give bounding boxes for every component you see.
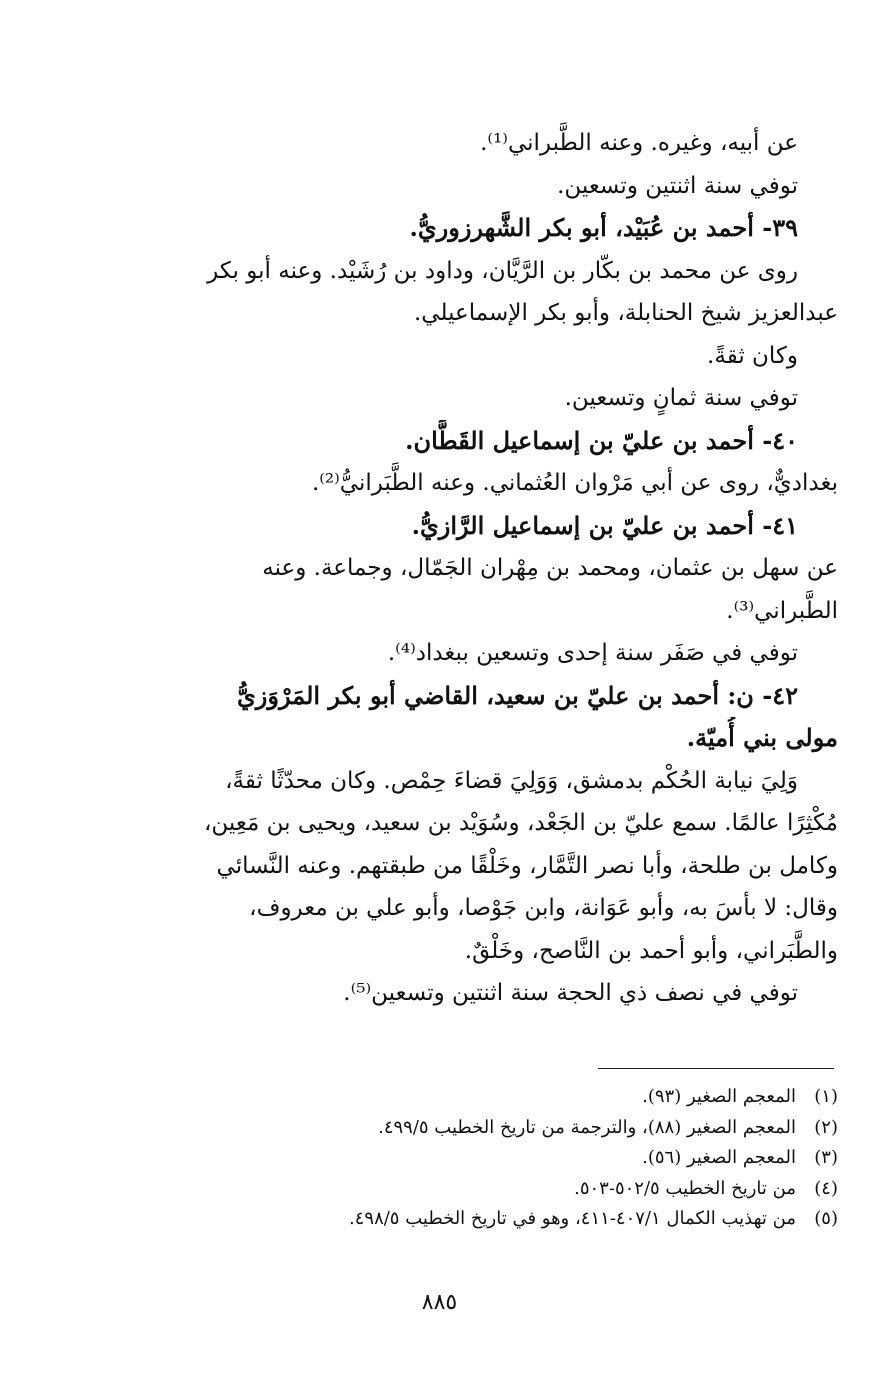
footnote bbox=[118, 1204, 838, 1235]
footnote bbox=[118, 1174, 838, 1205]
footnotes bbox=[118, 1082, 838, 1235]
text-line: روى عن محمد بن بكّار بن الرَّيَّان، وداود بن رُشَيْد. وعنه أبو بكر bbox=[207, 257, 798, 284]
footnote-number: (٤) bbox=[814, 1177, 838, 1199]
footnote-text: المعجم الصغير (٥٦). bbox=[642, 1147, 796, 1168]
text-line: توفي سنة ثمانٍ وتسعين. bbox=[564, 385, 798, 411]
text-line: والطَّبَراني، وأبو أحمد بن النَّاصح، وخَلْقٌ. bbox=[464, 937, 838, 964]
footnote-text: من تهذيب الكمال ٤٠٧/١-٤١١، وهو في تاريخ الخطيب ٤٩٨/٥. bbox=[349, 1208, 796, 1229]
entry-heading-42-cont: مولى بني أُميّة. bbox=[686, 723, 838, 752]
footnote-number: (٥) bbox=[814, 1208, 838, 1229]
page-number: ٨٨٥ bbox=[421, 1290, 458, 1315]
text-line: توفي في نصف ذي الحجة سنة اثنتين وتسعين⁽⁵⁾. bbox=[343, 980, 798, 1006]
text-line: الطَّبراني⁽³⁾. bbox=[726, 597, 838, 624]
text-line: توفي في صَفَر سنة إحدى وتسعين ببغداد⁽⁴⁾. bbox=[387, 640, 798, 666]
text-line: وَلِيَ نيابة الحُكْم بدمشق، وَوَلِيَ قضاءَ حِمْص. وكان محدّثًا ثقةً، bbox=[225, 767, 798, 794]
footnote-text: من تاريخ الخطيب ٥٠٢/٥-٥٠٣. bbox=[574, 1177, 796, 1199]
text-line: توفي سنة اثنتين وتسعين. bbox=[557, 172, 798, 199]
footnote-text: المعجم الصغير (٨٨)، والترجمة من تاريخ الخطيب ٤٩٩/٥. bbox=[378, 1116, 796, 1138]
text-line: عن سهل بن عثمان، ومحمد بن مِهْران الجَمّال، وجماعة. وعنه bbox=[262, 555, 838, 581]
text-line: عن أبيه، وغيره. وعنه الطَّبراني⁽¹⁾. bbox=[480, 130, 798, 156]
footnote-separator bbox=[598, 1068, 834, 1069]
footnote-text: المعجم الصغير (٩٣). bbox=[642, 1086, 796, 1107]
footnote bbox=[118, 1082, 838, 1113]
text-line: عبدالعزيز شيخ الحنابلة، وأبو بكر الإسماعيلي. bbox=[413, 300, 838, 326]
entry-heading-41: ٤١- أحمد بن عليّ بن إسماعيل الرَّازيُّ. bbox=[411, 510, 798, 540]
entry-heading-39: ٣٩- أحمد بن عُبَيْد، أبو بكر الشَّهرزوريُّ. bbox=[409, 213, 798, 242]
main-text bbox=[118, 122, 838, 1015]
entry-heading-40: ٤٠- أحمد بن عليّ بن إسماعيل القَطَّان. bbox=[405, 425, 798, 455]
footnote bbox=[118, 1143, 838, 1174]
text-line: وكان ثقةً. bbox=[707, 342, 798, 369]
footnote bbox=[118, 1113, 838, 1144]
text-line: بغداديٌّ، روى عن أبي مَرْوان العُثماني. وعنه الطَّبَرانيُّ⁽²⁾. bbox=[311, 470, 838, 496]
text-line: وكامل بن طلحة، وأبا نصر التَّمَّار، وخَلْقًا من طبقتهم. وعنه النَّسائي bbox=[216, 852, 838, 879]
footnote-number: (١) bbox=[814, 1086, 838, 1107]
text-line: وقال: لا بأسَ به، وأبو عَوَانة، وابن جَوْصا، وأبو علي بن معروف، bbox=[249, 895, 838, 921]
entry-heading-42: ٤٢- ن: أحمد بن عليّ بن سعيد، القاضي أبو بكر المَرْوَزيُّ bbox=[237, 680, 798, 710]
footnote-number: (٢) bbox=[814, 1116, 838, 1138]
text-line: مُكْثِرًا عالمًا. سمع عليّ بن الجَعْد، وسُوَيْد بن سعيد، ويحيى بن مَعِين، bbox=[204, 810, 838, 836]
footnote-number: (٣) bbox=[814, 1147, 838, 1168]
